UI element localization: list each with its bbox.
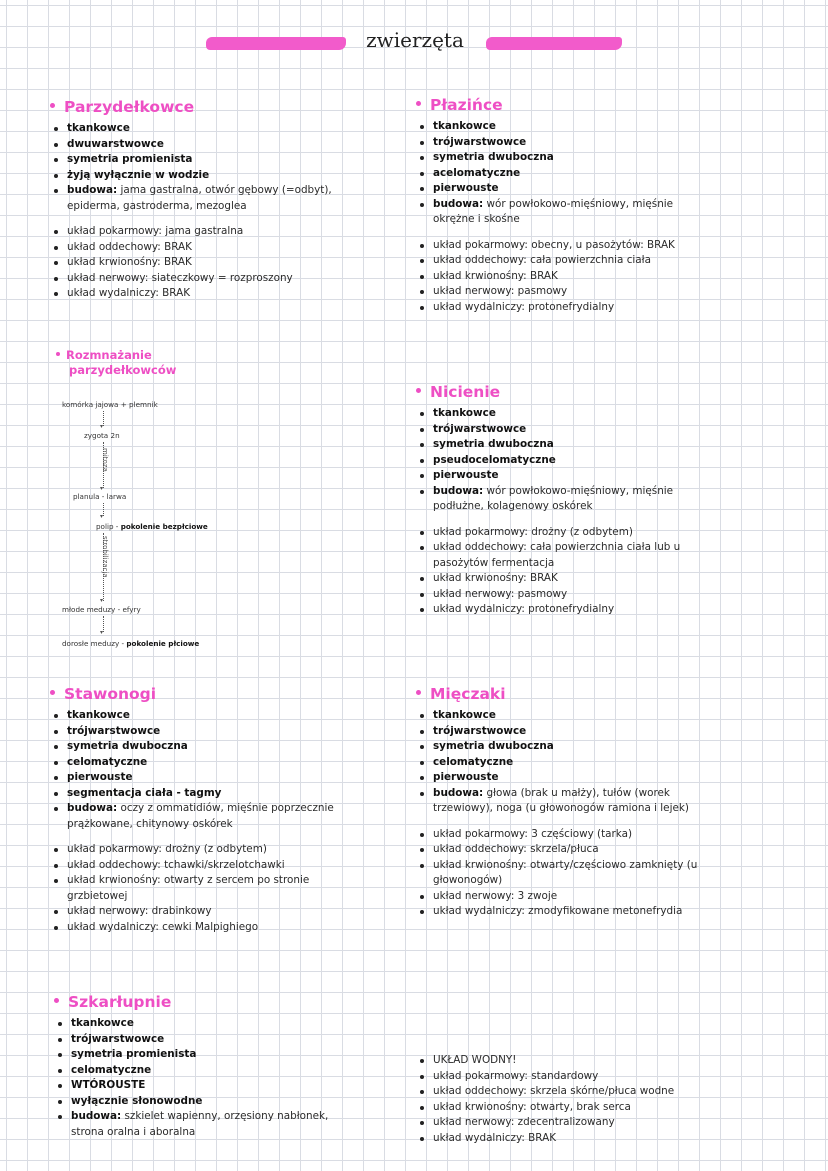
list-item: układ oddechowy: skrzela skórne/płuca wodne bbox=[416, 1084, 716, 1100]
list-item: trójwarstwowce bbox=[416, 422, 706, 438]
list-item: tkankowce bbox=[50, 708, 340, 724]
features-list bbox=[50, 121, 350, 214]
list-item: układ nerwowy: drabinkowy bbox=[50, 904, 340, 920]
section-heading: Parzydełkowce bbox=[50, 96, 350, 118]
systems-list bbox=[416, 525, 706, 618]
diagram-connector bbox=[103, 411, 104, 426]
list-item: układ oddechowy: BRAK bbox=[50, 240, 350, 256]
list-item: pierwouste bbox=[50, 770, 340, 786]
list-item: symetria dwuboczna bbox=[416, 739, 706, 755]
features-list bbox=[50, 708, 340, 832]
section-heading: Mięczaki bbox=[416, 683, 706, 705]
title-banner bbox=[0, 28, 828, 60]
list-item: pierwouste bbox=[416, 468, 706, 484]
diagram-step-zygote: zygota 2n bbox=[84, 431, 120, 440]
list-item: tkankowce bbox=[416, 406, 706, 422]
pink-bullet-icon bbox=[54, 998, 59, 1003]
pink-bullet-icon bbox=[56, 352, 60, 356]
list-item: żyją wyłącznie w wodzie bbox=[50, 168, 350, 184]
list-item: tkankowce bbox=[416, 708, 706, 724]
systems-list bbox=[416, 827, 706, 920]
list-item: pseudocelomatyczne bbox=[416, 453, 706, 469]
list-item: układ pokarmowy: jama gastralna bbox=[50, 224, 350, 240]
list-item: celomatyczne bbox=[54, 1063, 364, 1079]
list-item: układ krwionośny: BRAK bbox=[416, 571, 706, 587]
list-item: układ wydalniczy: BRAK bbox=[50, 286, 350, 302]
list-item: układ nerwowy: pasmowy bbox=[416, 284, 706, 300]
list-item: tkankowce bbox=[416, 119, 706, 135]
list-item: WTÓROUSTE bbox=[54, 1078, 364, 1094]
systems-list bbox=[416, 238, 706, 316]
diagram-step-fertilization: komórka jajowa + plemnik bbox=[62, 400, 158, 409]
section-heading: Nicienie bbox=[416, 381, 706, 403]
diagram-step-efyry: młode meduzy - efyry bbox=[62, 605, 141, 614]
diagram-connector bbox=[103, 616, 104, 632]
reproduction-diagram bbox=[56, 396, 256, 656]
features-list bbox=[416, 406, 706, 515]
list-item: układ pokarmowy: standardowy bbox=[416, 1069, 716, 1085]
list-item: pierwouste bbox=[416, 770, 706, 786]
pink-brush-stroke-right bbox=[486, 37, 622, 50]
systems-list bbox=[416, 1053, 716, 1146]
list-item: układ krwionośny: BRAK bbox=[416, 269, 706, 285]
list-item: układ pokarmowy: 3 częściowy (tarka) bbox=[416, 827, 706, 843]
list-item: układ oddechowy: cała powierzchnia ciała lub u pasożytów fermentacja bbox=[416, 540, 706, 571]
list-item: trójwarstwowce bbox=[54, 1032, 364, 1048]
section-szkarlupnie-systems bbox=[416, 1053, 716, 1146]
list-item: układ nerwowy: pasmowy bbox=[416, 587, 706, 603]
diagram-label-strobilizacja: strobilizacja bbox=[101, 536, 109, 578]
section-heading: Płazińce bbox=[416, 94, 706, 116]
pink-bullet-icon bbox=[50, 103, 55, 108]
list-item: tkankowce bbox=[50, 121, 350, 137]
list-item: segmentacja ciała - tagmy bbox=[50, 786, 340, 802]
list-item-budowa: budowa: wór powłokowo-mięśniowy, mięśnie okrężne i skośne bbox=[416, 197, 706, 228]
features-list bbox=[54, 1016, 364, 1140]
arrow-down-icon: ▾ bbox=[100, 423, 104, 430]
diagram-step-polip: polip - pokolenie bezpłciowe bbox=[96, 522, 208, 531]
section-rozmnazanie bbox=[56, 348, 256, 378]
systems-list bbox=[50, 842, 340, 935]
list-item: układ pokarmowy: obecny, u pasożytów: BRAK bbox=[416, 238, 706, 254]
list-item: symetria promienista bbox=[54, 1047, 364, 1063]
section-plazince bbox=[416, 94, 706, 315]
list-item: UKŁAD WODNY! bbox=[416, 1053, 716, 1069]
list-item: układ nerwowy: zdecentralizowany bbox=[416, 1115, 716, 1131]
pink-bullet-icon bbox=[416, 388, 421, 393]
list-item: układ oddechowy: skrzela/płuca bbox=[416, 842, 706, 858]
section-mieczaki bbox=[416, 683, 706, 920]
list-item: symetria dwuboczna bbox=[50, 739, 340, 755]
arrow-down-icon: ▾ bbox=[100, 513, 104, 520]
list-item: dwuwarstwowce bbox=[50, 137, 350, 153]
list-item: układ nerwowy: 3 zwoje bbox=[416, 889, 706, 905]
features-list bbox=[416, 119, 706, 228]
list-item: układ krwionośny: otwarty/częściowo zamknięty (u głowonogów) bbox=[416, 858, 706, 889]
diagram-step-meduzy: dorosłe meduzy - pokolenie płciowe bbox=[62, 639, 200, 648]
list-item: trójwarstwowce bbox=[50, 724, 340, 740]
list-item: symetria dwuboczna bbox=[416, 437, 706, 453]
list-item: układ wydalniczy: zmodyfikowane metonefrydia bbox=[416, 904, 706, 920]
list-item-budowa: budowa: wór powłokowo-mięśniowy, mięśnie podłużne, kolagenowy oskórek bbox=[416, 484, 706, 515]
list-item: celomatyczne bbox=[50, 755, 340, 771]
list-item: trójwarstwowce bbox=[416, 724, 706, 740]
list-item: układ krwionośny: BRAK bbox=[50, 255, 350, 271]
pink-bullet-icon bbox=[416, 101, 421, 106]
list-item: tkankowce bbox=[54, 1016, 364, 1032]
list-item-budowa: budowa: oczy z ommatidiów, mięśnie poprzecznie prążkowane, chitynowy oskórek bbox=[50, 801, 340, 832]
list-item: układ wydalniczy: protonefrydialny bbox=[416, 300, 706, 316]
section-nicienie bbox=[416, 381, 706, 618]
reproduction-heading: Rozmnażanie parzydełkowców bbox=[56, 348, 256, 378]
list-item: układ wydalniczy: cewki Malpighiego bbox=[50, 920, 340, 936]
list-item: układ wydalniczy: protonefrydialny bbox=[416, 602, 706, 618]
list-item-budowa: budowa: głowa (brak u małży), tułów (worek trzewiowy), noga (u głowonogów ramiona i lejek) bbox=[416, 786, 706, 817]
list-item: pierwouste bbox=[416, 181, 706, 197]
list-item: celomatyczne bbox=[416, 755, 706, 771]
list-item: układ krwionośny: otwarty z sercem po stronie grzbietowej bbox=[50, 873, 340, 904]
arrow-down-icon: ▾ bbox=[100, 597, 104, 604]
section-parzydelkowce bbox=[50, 96, 350, 302]
list-item: układ oddechowy: cała powierzchnia ciała bbox=[416, 253, 706, 269]
pink-brush-stroke-left bbox=[206, 37, 346, 50]
list-item: układ wydalniczy: BRAK bbox=[416, 1131, 716, 1147]
pink-bullet-icon bbox=[50, 690, 55, 695]
systems-list bbox=[50, 224, 350, 302]
section-szkarlupnie bbox=[54, 991, 364, 1140]
list-item: acelomatyczne bbox=[416, 166, 706, 182]
list-item: symetria promienista bbox=[50, 152, 350, 168]
section-stawonogi bbox=[50, 683, 340, 935]
section-heading: Szkarłupnie bbox=[54, 991, 364, 1013]
pink-bullet-icon bbox=[416, 690, 421, 695]
list-item: układ nerwowy: siateczkowy = rozproszony bbox=[50, 271, 350, 287]
list-item: układ pokarmowy: drożny (z odbytem) bbox=[416, 525, 706, 541]
list-item: symetria dwuboczna bbox=[416, 150, 706, 166]
list-item: układ oddechowy: tchawki/skrzelotchawki bbox=[50, 858, 340, 874]
diagram-connector bbox=[103, 503, 104, 516]
section-heading: Stawonogi bbox=[50, 683, 340, 705]
list-item: wyłącznie słonowodne bbox=[54, 1094, 364, 1110]
diagram-label-mitoza: mitoza bbox=[101, 448, 109, 472]
features-list bbox=[416, 708, 706, 817]
list-item-budowa: budowa: szkielet wapienny, orzęsiony nabłonek, strona oralna i aboralna bbox=[54, 1109, 364, 1140]
list-item-budowa: budowa: jama gastralna, otwór gębowy (=odbyt), epiderma, gastroderma, mezoglea bbox=[50, 183, 350, 214]
list-item: trójwarstwowce bbox=[416, 135, 706, 151]
list-item: układ pokarmowy: drożny (z odbytem) bbox=[50, 842, 340, 858]
list-item: układ krwionośny: otwarty, brak serca bbox=[416, 1100, 716, 1116]
page-title: zwierzęta bbox=[366, 28, 464, 52]
arrow-down-icon: ▾ bbox=[100, 629, 104, 636]
arrow-down-icon: ▾ bbox=[100, 485, 104, 492]
diagram-step-planula: planula - larwa bbox=[73, 492, 127, 501]
